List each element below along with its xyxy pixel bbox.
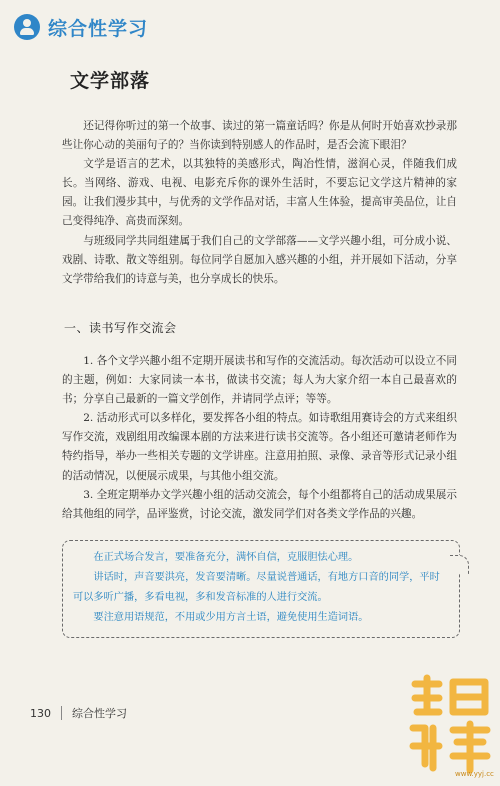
intro-paragraph: 文学是语言的艺术，以其独特的美感形式，陶冶性情，滋润心灵，伴随我们成长。当网络、游戏、电视、电影充斥你的课外生活时，不要忘记文学这片精神的家园。让我们漫步其中，与优秀的文学作品对话，丰富人生体验，提高审美品位，让自己变得纯净、高贵而深刻。 <box>62 158 457 228</box>
intro-paragraph: 与班级同学共同组建属于我们自己的文学部落——文学兴趣小组，可分成小说、戏剧、诗歌、散文等组别。每位同学自愿加入感兴趣的小组，并开展如下活动，分享文学带给我们的诗意与美，也分享成长的快乐。 <box>62 234 457 285</box>
tip-line: 要注意用语规范，不用或少用方言土语，避免使用生造词语。 <box>93 612 369 623</box>
tip-box <box>62 540 460 638</box>
activity-list <box>62 352 457 524</box>
subheading: 一、读书写作交流会 <box>64 321 177 335</box>
watermark-logo <box>405 672 495 778</box>
tip-box-corner <box>450 555 469 574</box>
person-icon <box>14 14 40 40</box>
intro-paragraph: 还记得你听过的第一个故事、读过的第一篇童话吗？你是从何时开始喜欢抄录那些让你心动的美丽句子的？当你读到特别感人的作品时，是否会流下眼泪？ <box>62 120 457 152</box>
page-number: 130 <box>30 706 51 720</box>
footer-divider <box>61 706 62 720</box>
activity-item: 2. 活动形式可以多样化，要发挥各小组的特点。如诗歌组用赛诗会的方式来组织写作交流，戏剧组用改编课本剧的方法来进行读书交流等。各小组还可邀请老师作为特约指导，举办一些相关专题的文学讲座。注意用拍照、录像、录音等形式记录小组的活动情况，以便展示成果，与其他小组交流。 <box>62 412 457 482</box>
activity-item: 3. 全班定期举办文学兴趣小组的活动交流会，每个小组都将自己的活动成果展示给其他组的同学，品评鉴赏，讨论交流，激发同学们对各类文学作品的兴趣。 <box>62 488 457 520</box>
svg-text:www.yyj.cc: www.yyj.cc <box>455 770 494 778</box>
tip-line: 讲话时，声音要洪亮，发音要清晰。尽量说普通话，有地方口音的同学，平时可以多听广播，多看电视，多和发音标准的人进行交流。 <box>73 572 440 603</box>
intro-text <box>62 117 457 289</box>
footer-label: 综合性学习 <box>72 707 127 720</box>
section-title: 文学部落 <box>70 70 151 92</box>
activity-item: 1. 各个文学兴趣小组不定期开展读书和写作的交流活动。每次活动可以设立不同的主题，例如：大家同读一本书，做读书交流；每人为大家介绍一本自己最喜欢的书；分享自己最新的一篇文学创作，并请同学点评；等等。 <box>62 355 457 406</box>
page-header <box>14 12 148 42</box>
page-footer <box>30 705 127 721</box>
tip-line: 在正式场合发言，要准备充分，满怀自信，克服胆怯心理。 <box>93 552 359 563</box>
header-title: 综合性学习 <box>48 17 149 40</box>
